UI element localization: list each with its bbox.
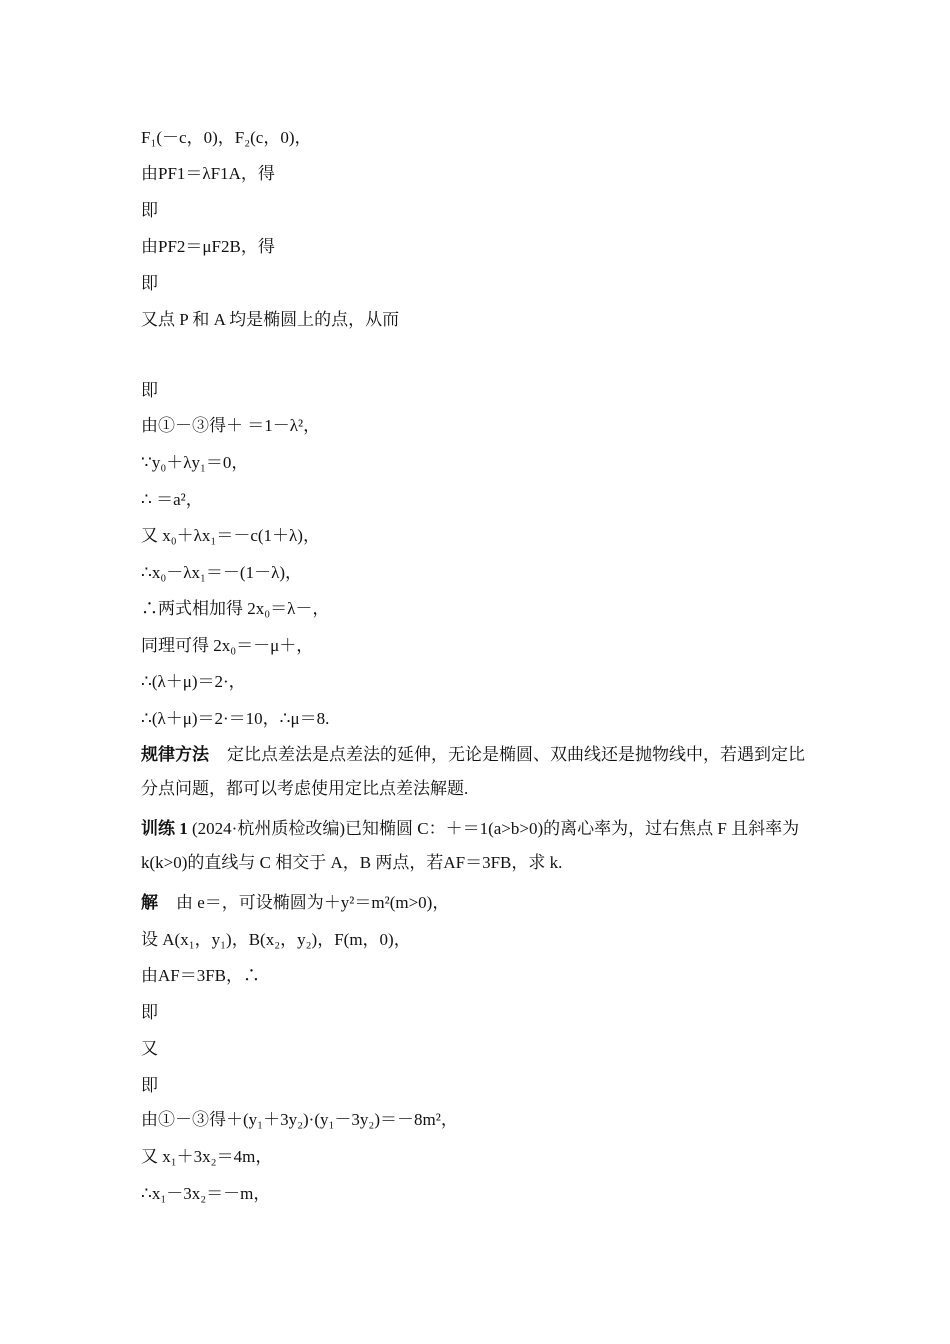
- text-line: 由AF＝3FB，∴: [141, 966, 261, 985]
- method-text: 定比点差法是点差法的延伸，无论是椭圆、双曲线还是抛物线中，若遇到定比分点问题，都可以考虑使用定比点差法解题.: [141, 745, 805, 798]
- text-line: ∴(λ＋μ)＝2·＝10，∴μ＝8.: [141, 709, 330, 728]
- text-line: 又 x₁＋3x₂＝4m，: [141, 1147, 273, 1166]
- text-line: 由PF2＝μF2B，得: [141, 237, 275, 256]
- text-line: ∴ ＝a²，: [141, 490, 203, 509]
- text-line: ∴两式相加得 2x₀＝λ－，: [141, 599, 330, 618]
- text-line: 同理可得 2x₀＝－μ＋，: [141, 636, 314, 655]
- solution-label: 解: [141, 893, 158, 912]
- text-line: ∵y₀＋λy₁＝0，: [141, 453, 249, 472]
- text-line: 又点 P 和 A 均是椭圆上的点，从而: [141, 310, 400, 329]
- text-line: 设 A(x₁，y₁)，B(x₂，y₂)，F(m，0)，: [141, 930, 411, 949]
- text-line: 由①－③得＋ ＝1－λ²，: [141, 416, 321, 435]
- exercise-paragraph: [141, 812, 813, 880]
- text-line: 即: [141, 1076, 158, 1095]
- text-line: F₁(－c，0)，F₂(c，0)，: [141, 128, 312, 147]
- text-line: 由PF1＝λF1A，得: [141, 164, 275, 183]
- text-line: 又 x₀＋λx₁＝－c(1＋λ)，: [141, 526, 320, 545]
- text-line: ∴(λ＋μ)＝2·，: [141, 672, 246, 691]
- solution-first: 由 e＝，可设椭圆为＋y²＝m²(m>0)，: [176, 893, 450, 912]
- text-line: 即: [141, 1003, 158, 1022]
- text-line: 即: [141, 201, 158, 220]
- method-label: 规律方法: [141, 745, 209, 764]
- text-line: 即: [141, 274, 158, 293]
- solution-line: [141, 892, 449, 914]
- exercise-label: 训练 1: [141, 819, 188, 838]
- text-line: 由①－③得＋(y₁＋3y₂)·(y₁－3y₂)＝－8m²，: [141, 1110, 458, 1129]
- text-line: 又: [141, 1039, 158, 1058]
- text-line: ∴x₀－λx₁＝－(1－λ)，: [141, 563, 302, 582]
- text-line: ∴x₁－3x₂＝－m，: [141, 1184, 271, 1203]
- exercise-text: (2024·杭州质检改编)已知椭圆 C：＋＝1(a>b>0)的离心率为，过右焦点 F 且斜率为 k(k>0)的直线与 C 相交于 A，B 两点，若AF＝3FB，求 k.: [141, 819, 800, 872]
- text-line: 即: [141, 381, 158, 400]
- method-paragraph: [141, 738, 813, 806]
